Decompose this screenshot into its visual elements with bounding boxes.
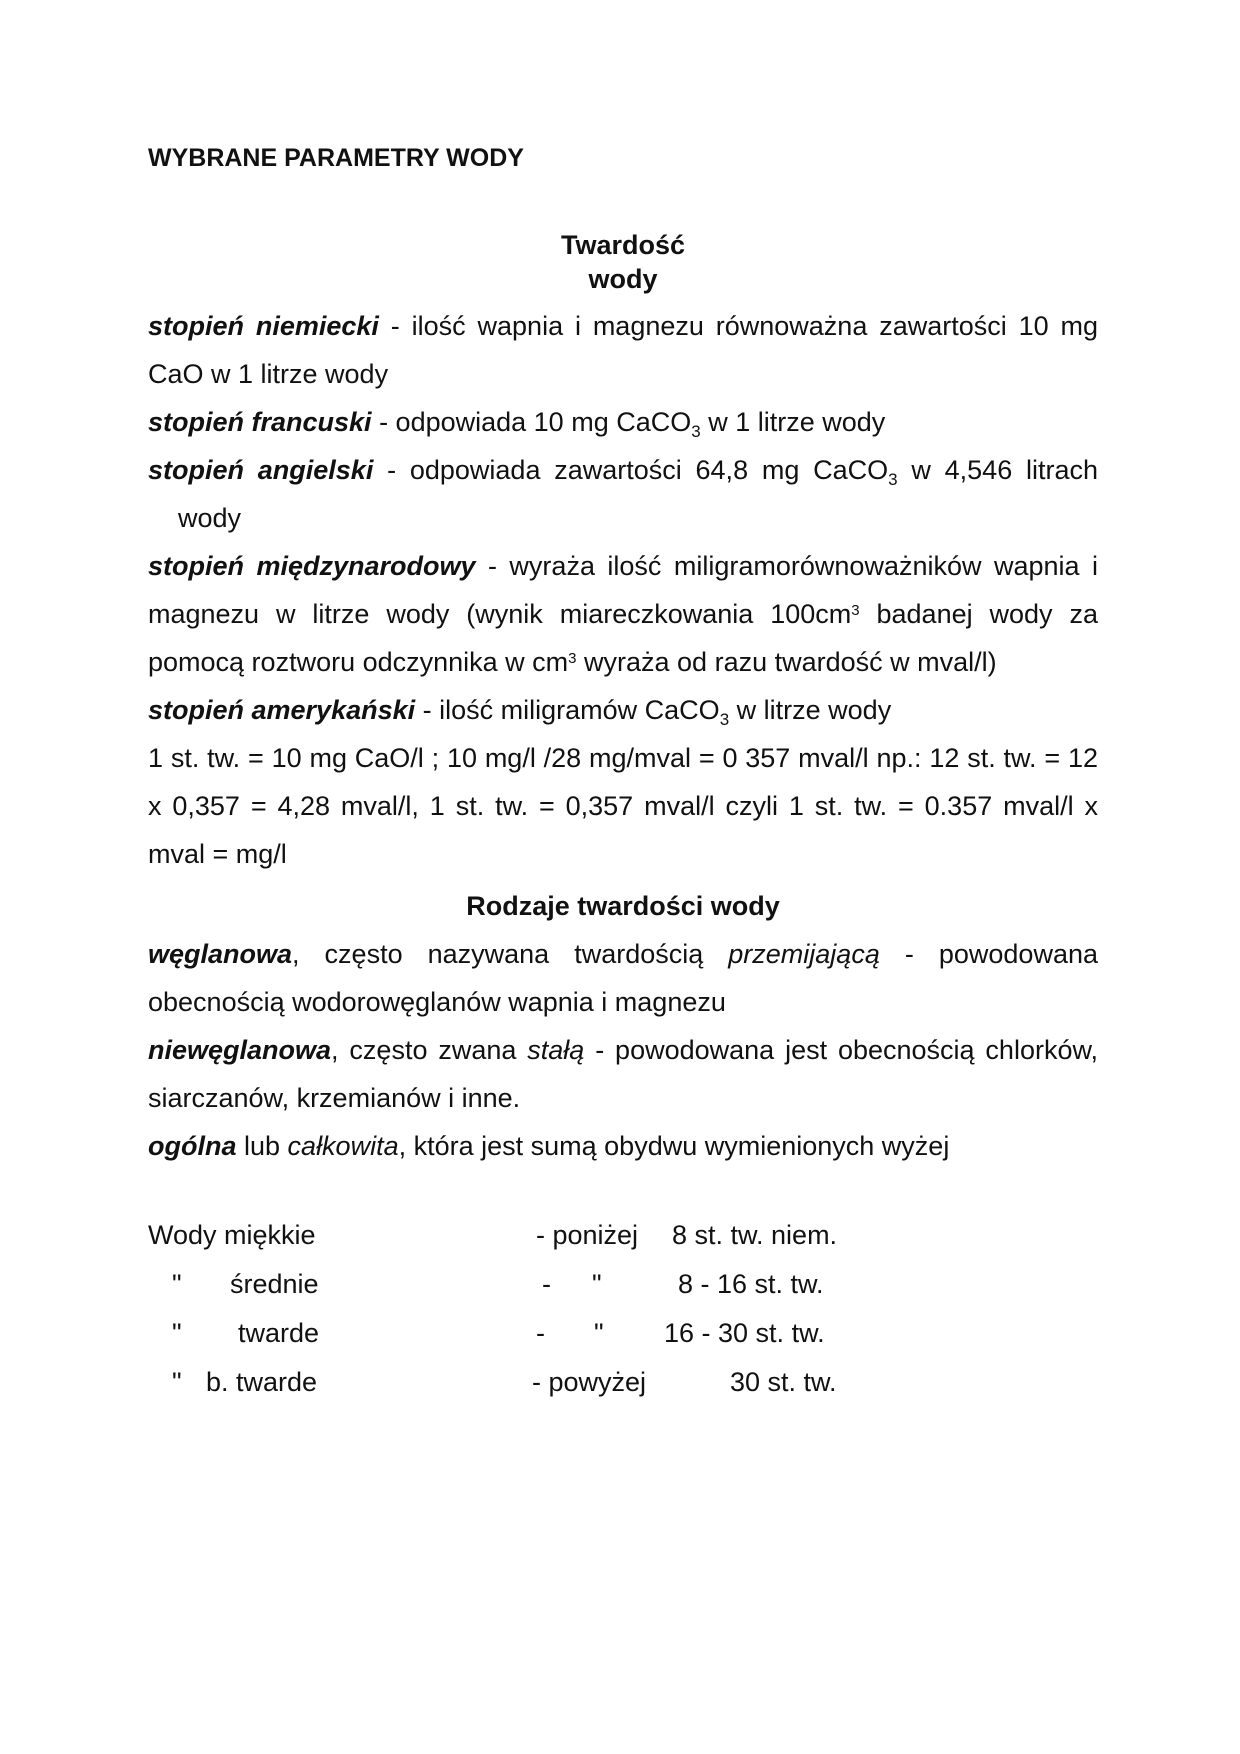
term: niewęglanowa — [148, 1035, 332, 1065]
term: stopień francuski — [148, 407, 372, 437]
classification-row — [148, 1309, 1098, 1358]
subscript: 3 — [691, 422, 701, 441]
type-text: , często nazywana twardością — [292, 939, 729, 969]
superscript: 3 — [568, 650, 577, 667]
ditto-mark: " — [172, 1367, 182, 1397]
heading-line-1: Twardość — [560, 230, 686, 260]
term: ogólna — [148, 1131, 237, 1161]
ditto-mark: " — [592, 1269, 602, 1299]
definition-text: w 1 litrze wody — [700, 407, 886, 437]
section-heading-hardness — [148, 228, 1098, 296]
spacer — [148, 1170, 1098, 1211]
italic-term: stałą — [527, 1035, 585, 1065]
class-range: 16 - 30 st. tw. — [664, 1318, 825, 1348]
classification-row — [148, 1211, 1098, 1260]
class-relation: - — [542, 1269, 551, 1299]
document-content — [148, 140, 1098, 1407]
ditto-mark: " — [594, 1318, 604, 1348]
class-relation: - powyżej — [532, 1367, 647, 1397]
classification-table — [148, 1211, 1098, 1407]
term: węglanowa — [148, 939, 293, 969]
subscript: 3 — [719, 710, 730, 729]
type-text: - powodowana jest obecnością chlorków, siarczanów, krzemianów i inne. — [148, 1035, 1098, 1113]
definition-german-degree — [148, 302, 1098, 398]
type-noncarbonate — [148, 1026, 1098, 1122]
definition-text: - odpowiada 10 mg CaCO — [371, 407, 692, 437]
class-relation: - poniżej — [536, 1220, 639, 1250]
class-label: Wody miękkie — [148, 1220, 316, 1250]
ditto-mark: " — [172, 1269, 182, 1299]
class-label: twarde — [238, 1318, 320, 1348]
class-range: 30 st. tw. — [730, 1367, 837, 1397]
heading-line-2: wody — [588, 264, 658, 294]
classification-row — [148, 1358, 1098, 1407]
type-text: - powodowana obecnością wodorowęglanów wapnia i magnezu — [148, 939, 1098, 1017]
document-title: WYBRANE PARAMETRY WODY — [148, 144, 524, 172]
type-text: , która jest sumą obydwu wymienionych wyżej — [398, 1131, 950, 1161]
definition-international-degree — [148, 542, 1098, 686]
class-label: średnie — [230, 1269, 319, 1299]
term: stopień angielski — [148, 455, 374, 485]
definition-text: w litrze wody — [729, 695, 892, 725]
type-text: , często zwana — [331, 1035, 528, 1065]
conversion-example: 1 st. tw. = 10 mg CaO/l ; 10 mg/l /28 mg/mval = 0 357 mval/l np.: 12 st. tw. = 12 x 0,357 = 4,28 mval/l, 1 st. tw. = 0,357 mval/l czyli 1 st. tw. = 0.357 mval/l x mval = mg/l — [148, 743, 1098, 869]
definition-text: - ilość miligramów CaCO — [415, 695, 720, 725]
type-carbonate — [148, 930, 1098, 1026]
class-relation: - — [536, 1318, 545, 1348]
italic-term: całkowita — [287, 1131, 399, 1161]
subscript: 3 — [888, 470, 898, 489]
definition-text: badanej wody za pomocą roztworu odczynnika w cm — [148, 599, 1098, 677]
classification-row — [148, 1260, 1098, 1309]
definition-french-degree — [148, 398, 1098, 446]
definition-text: wyraża od razu twardość w mval/l) — [576, 647, 997, 677]
ditto-mark: " — [172, 1318, 182, 1348]
definition-text: - odpowiada zawartości 64,8 mg CaCO — [373, 455, 889, 485]
definition-text: w 4,546 litrach wody — [178, 455, 1098, 533]
section-heading-hardness-types: Rodzaje twardości wody — [466, 891, 780, 921]
term: stopień niemiecki — [148, 311, 379, 341]
class-label: b. twarde — [206, 1367, 318, 1397]
definition-text: - ilość wapnia i magnezu równoważna zawartości 10 mg CaO w 1 litrze wody — [148, 311, 1098, 389]
definition-text: - wyraża ilość miligramorównoważników wapnia i magnezu w litrze wody (wynik miareczkowania 100cm — [148, 551, 1098, 629]
definition-english-degree — [148, 446, 1098, 542]
term: stopień międzynarodowy — [148, 551, 476, 581]
italic-term: przemijającą — [728, 939, 880, 969]
superscript: 3 — [851, 602, 860, 619]
type-total — [148, 1122, 1098, 1170]
definition-american-degree — [148, 686, 1098, 734]
type-text: lub — [236, 1131, 288, 1161]
class-range: 8 st. tw. niem. — [672, 1220, 838, 1250]
class-range: 8 - 16 st. tw. — [678, 1269, 824, 1299]
term: stopień amerykański — [148, 695, 416, 725]
